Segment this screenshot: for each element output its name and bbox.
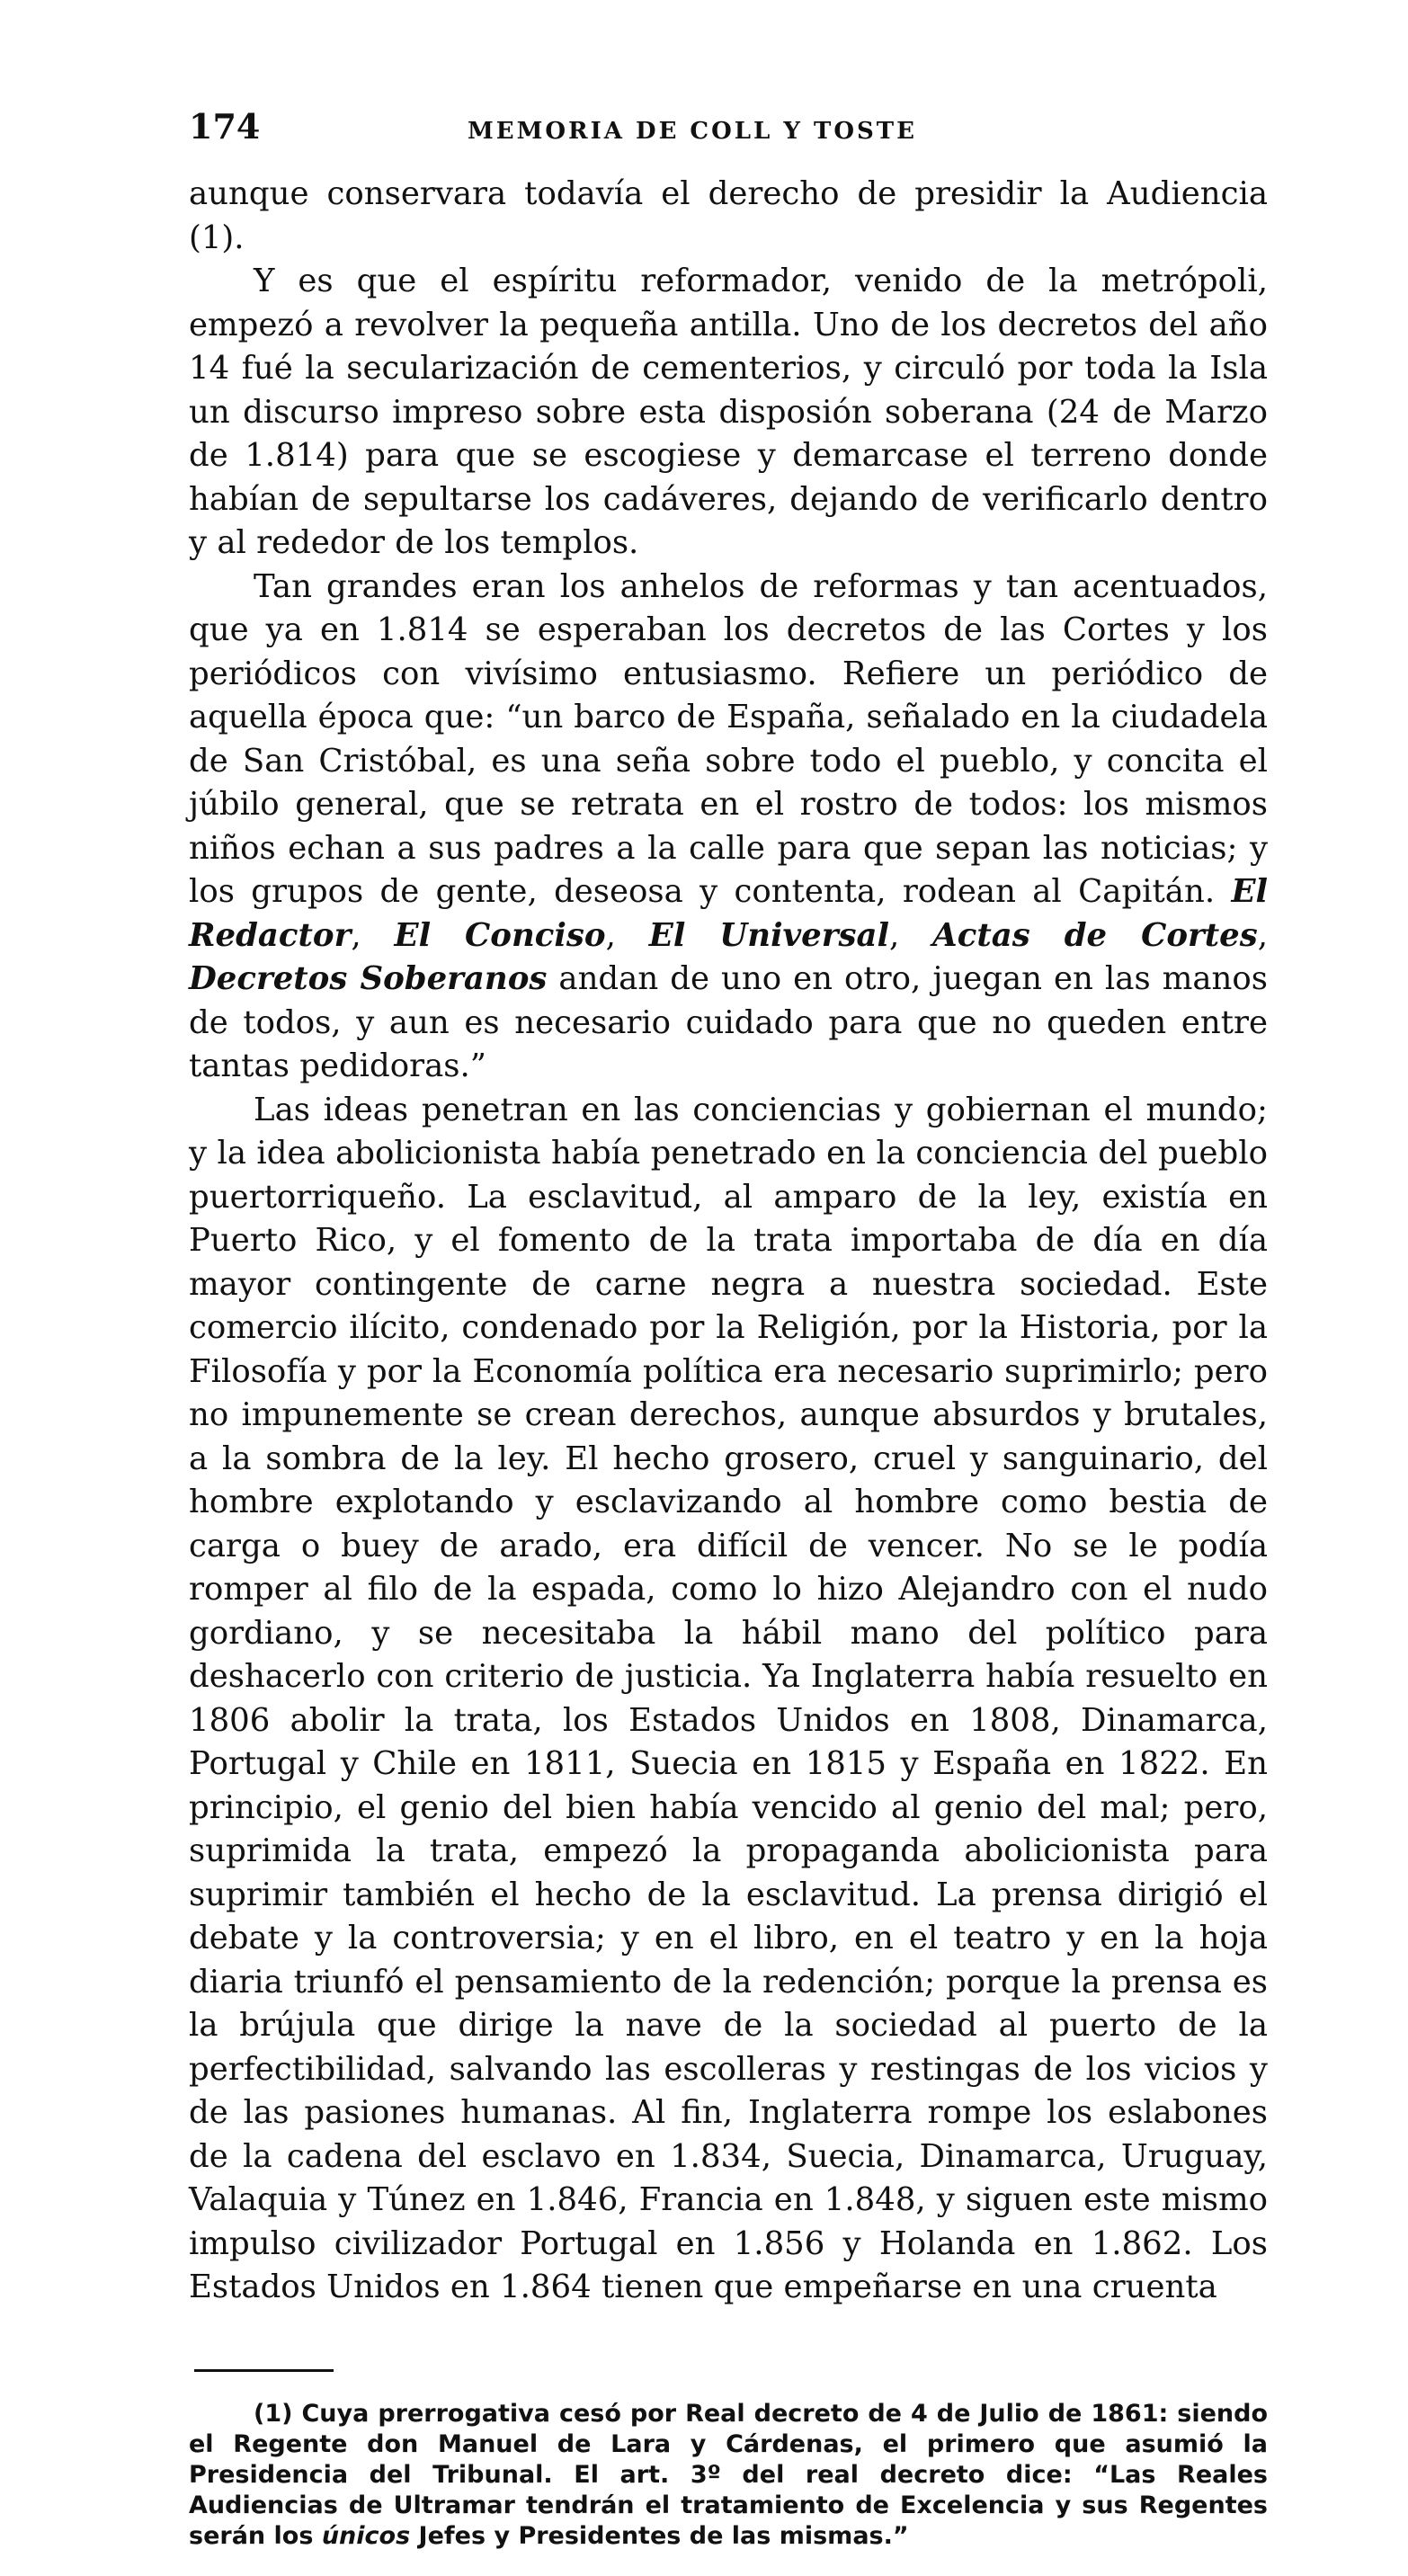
title-el-universal: El Universal	[648, 916, 889, 954]
body-text	[189, 173, 1268, 2310]
title-actas-de-cortes: Actas de Cortes	[932, 916, 1258, 954]
footnote	[189, 2399, 1268, 2552]
page-header	[189, 106, 1268, 160]
paragraph-3-text: Tan grandes eran los anhelos de reformas y tan acentuados, que ya en 1.814 se esperaban los decretos de las Cortes y los periódicos con vivísimo entusiasmo. Refiere un periódico de aquella época que: “un barco de España, señalado en la ciudadela de San Cristóbal, es una seña sobre todo el pueblo, y concita el júbilo general, que se retrata en el rostro de todos: los mismos niños echan a sus padres a la calle para que sepan las noticias; y los grupos de gente, deseosa y contenta, rodean al Capitán.	[189, 567, 1268, 910]
title-el-redactor: El Redactor	[189, 873, 1268, 954]
paragraph-4: Las ideas penetran en las conciencias y gobiernan el mundo; y la idea abolicionista había penetrado en la conciencia del pueblo puertorriqueño. La esclavitud, al amparo de la ley, existía en Puerto Rico, y el fomento de la trata importaba de día en día mayor contingente de carne negra a nuestra sociedad. Este comercio ilícito, condenado por la Religión, por la Historia, por la Filosofía y por la Economía política era necesario suprimirlo; pero no impunemente se crean derechos, aunque absurdos y brutales, a la sombra de la ley. El hecho grosero, cruel y sanguinario, del hombre explotando y esclavizando al hombre como bestia de carga o buey de arado, era difícil de vencer. No se le podía romper al filo de la espada, como lo hizo Alejandro con el nudo gordiano, y se necesitaba la hábil mano del político para deshacerlo con criterio de justicia. Ya Inglaterra había resuelto en 1806 abolir la trata, los Estados Unidos en 1808, Dinamarca, Portugal y Chile en 1811, Suecia en 1815 y España en 1822. En principio, el genio del bien había vencido al genio del mal; pero, suprimida la trata, empezó la propaganda abolicionista para suprimir también el hecho de la esclavitud. La prensa dirigió el debate y la controversia; y en el libro, en el teatro y en la hoja diaria triunfó el pensamiento de la redención; porque la prensa es la brújula que dirige la nave de la sociedad al puerto de la perfectibilidad, salvando las escolleras y restingas de los vicios y de las pasiones humanas. Al fin, Inglaterra rompe los eslabones de la cadena del esclavo en 1.834, Suecia, Dinamarca, Uruguay, Valaquia y Túnez en 1.846, Francia en 1.848, y siguen este mismo impulso civilizador Portugal en 1.856 y Holanda en 1.862. Los Estados Unidos en 1.864 tienen que empeñarse en una cruenta	[189, 1091, 1268, 2305]
page-number: 174	[189, 106, 261, 147]
title-el-conciso: El Conciso	[394, 916, 606, 954]
paragraph-2: Y es que el espíritu reformador, venido de la metrópoli, empezó a revolver la pequeña antilla. Uno de los decretos del año 14 fué la secularización de cementerios, y circuló por toda la Isla un discurso impreso sobre esta disposión soberana (24 de Marzo de 1.814) para que se escogiese y demarcase el terreno donde habían de sepultarse los cadáveres, dejando de verificarlo dentro y al rededor de los templos.	[189, 263, 1268, 561]
paragraph-3: Tan grandes eran los anhelos de reformas y tan acentuados, que ya en 1.814 se esperaban los decretos de las Cortes y los periódicos con vivísimo entusiasmo. Refiere un periódico de aquella época que: “un barco de España, señalado en la ciudadela de San Cristóbal, es una seña sobre todo el pueblo, y concita el júbilo general, que se retrata en el rostro de todos: los mismos niños echan a sus padres a la calle para que sepan las noticias; y los grupos de gente, deseosa y contenta, rodean al Capitán. El Redactor, El Conciso, El Universal, Actas de Cortes, Decretos Soberanos andan de uno en otro, juegan en las manos de todos, y aun es necesario cuidado para que no queden entre tantas pedidoras.”	[189, 567, 1268, 1084]
footnote-emphasis: únicos	[321, 2521, 411, 2550]
running-head: MEMORIA DE COLL Y TOSTE	[468, 118, 917, 145]
paragraph-1: aunque conservara todavía el derecho de presidir la Audiencia (1).	[189, 175, 1268, 256]
book-page	[189, 106, 1268, 2576]
footnote-text: Cuya prerrogativa cesó por Real decreto de 4 de Julio de 1861: siendo el Regente don Manuel de Lara y Cárdenas, el primero que asumió la Presidencia del Tribunal. El art. 3º del real decreto dice: “Las Reales Audiencias de Ultramar tendrán el tratamiento de Excelencia y sus Regentes serán los	[189, 2399, 1268, 2550]
footnote-text-end: Jefes y Presidentes de las mismas.”	[410, 2521, 909, 2550]
paragraph-3-text-end: andan de uno en otro, juegan en las manos de todos, y aun es necesario cuidado para que no queden entre tantas pedidoras.”	[189, 960, 1268, 1084]
footnote-mark: (1)	[254, 2399, 293, 2428]
footnote-rule	[194, 2369, 334, 2372]
title-decretos-soberanos: Decretos Soberanos	[189, 960, 548, 997]
